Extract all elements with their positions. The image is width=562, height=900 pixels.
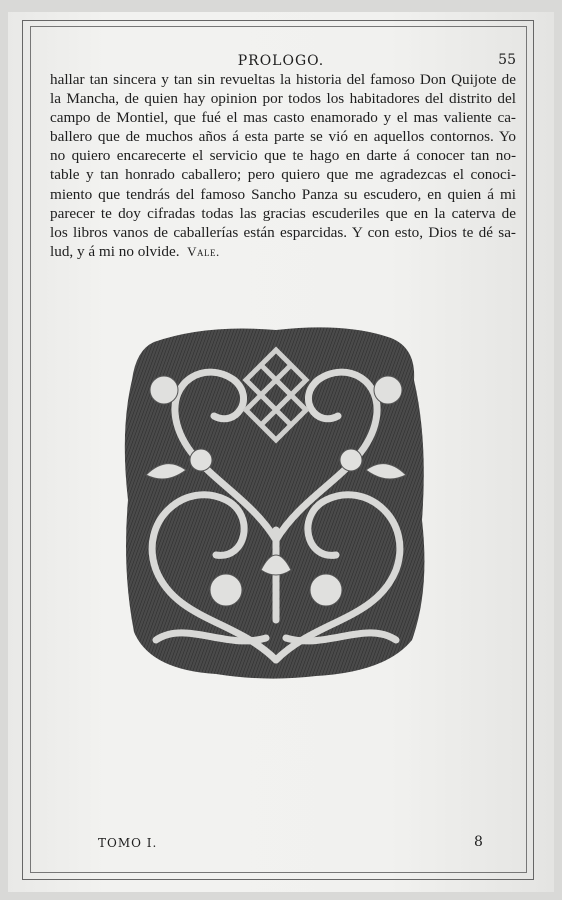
ornament-engraving [116,320,436,682]
footer-signature-mark: 8 [474,834,483,850]
text-line: hallar tan sincera y tan sin revueltas la historia del famoso Don Quijote de [50,71,516,88]
text-line: miento que tendrás del famoso Sancho Panza su escudero, en quien á mi [50,185,516,203]
text-line: parecer te doy cifradas todas las gracias escuderiles que en la caterva de [50,204,516,222]
text-line: ballero que de muchos años á esta parte se vió en aquellos contornos. Yo [50,128,516,146]
text-line: no quiero encarecerte el servicio que te hago en darte á conocer tan no- [50,147,516,165]
page-number: 55 [498,52,516,68]
text-line: los libros vanos de caballerías están esparcidas. Y con esto, Dios te dé sa- [50,223,516,241]
text-line: la Mancha, de quien hay opinion por todos los habitadores del distrito del [50,90,516,108]
footer-volume: TOMO I. [98,836,158,850]
text-line: table y tan honrado caballero; pero quiero que me agradezcas el conoci- [50,166,516,184]
closing-vale: Vale. [187,243,220,259]
final-sentence: lud, y á mi no olvide. [50,242,180,260]
text-line-final [50,242,516,261]
text-line: campo de Montiel, que fué el mas casto enamorado y el mas valiente ca- [50,109,516,127]
running-header-title: PROLOGO. [237,53,325,69]
prologue-text [50,70,516,261]
